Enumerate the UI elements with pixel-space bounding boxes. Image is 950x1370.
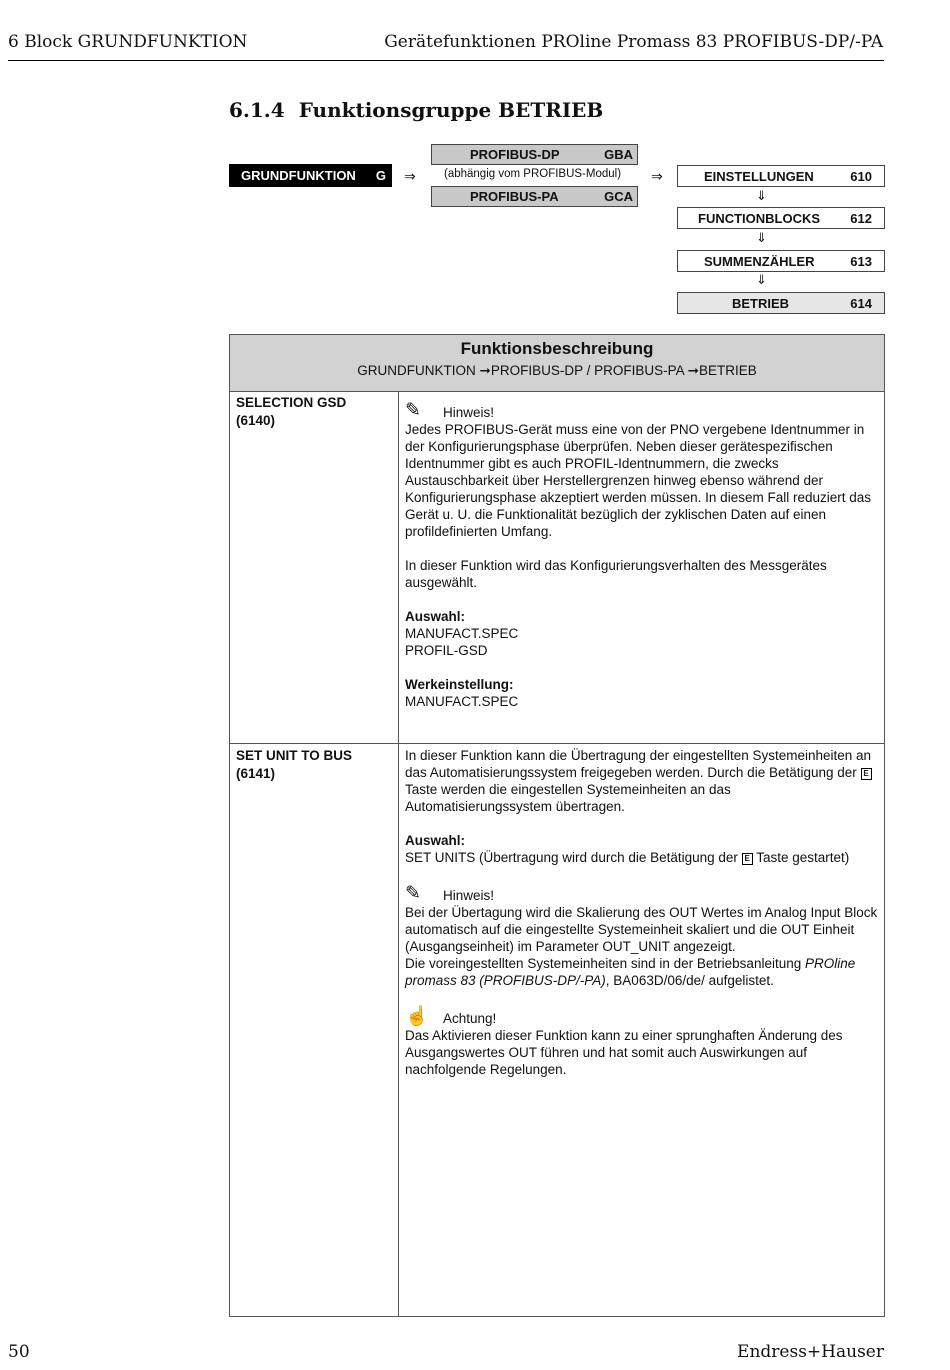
pointing-hand-icon: ☝ (405, 1006, 429, 1027)
e-key-icon: E (861, 768, 872, 780)
function-code: (6141) (236, 766, 276, 781)
nav-grundfunktion-label: GRUNDFUNKTION (241, 168, 356, 183)
nav-down-arrow: ⇓ (756, 272, 767, 287)
function-code: (6140) (236, 413, 276, 428)
section-title (229, 98, 603, 122)
reference-manual-title: PROline promass 83 (PROFIBUS-DP/-PA) (405, 956, 856, 988)
intro-text-b: Taste werden die eingestellen Systemeinheiten an das Automatisierungssystem übertragen. (405, 782, 731, 814)
option-text-a: SET UNITS (Übertragung wird durch die Betätigung der (405, 850, 738, 865)
note-label: Hinweis! (443, 888, 495, 903)
nav-group-code: 613 (850, 253, 872, 269)
function-table-title: Funktionsbeschreibung (460, 339, 654, 358)
caution-heading (405, 1003, 880, 1027)
note-heading (405, 397, 880, 421)
nav-group-summenzaehler (677, 250, 885, 272)
function-desc-set-unit-to-bus (405, 747, 880, 1078)
nav-grundfunktion-code: G (375, 168, 386, 183)
note-label: Hinweis! (443, 405, 495, 420)
header-divider (8, 60, 884, 61)
pencil-icon: ✎ (405, 400, 421, 421)
reference-text-b: , BA063D/06/de/ aufgelistet. (605, 973, 774, 988)
note-text: Bei der Übertagung wird die Skalierung des OUT Wertes im Analog Input Block automatisch auf die eingestellte Systemeinheit skaliert und die OUT Einheit (Ausgangseinheit) im Parameter OUT_UNIT angezeigt. (405, 905, 878, 954)
nav-group-label: BETRIEB (732, 295, 790, 311)
e-key-icon: E (742, 853, 753, 865)
option-item: MANUFACT.SPEC (405, 626, 519, 641)
pencil-icon: ✎ (405, 883, 421, 904)
nav-group-einstellungen (677, 165, 885, 187)
option-text-b: Taste gestartet) (756, 850, 850, 865)
function-desc-selection-gsd (405, 397, 880, 710)
function-name-set-unit-to-bus (236, 747, 352, 783)
nav-profibus-dp-code: GBA (604, 147, 633, 162)
path-grundfunktion: GRUNDFUNKTION (357, 363, 476, 378)
nav-down-arrow: ⇓ (756, 188, 767, 203)
brand-logo: Endress+Hauser (737, 1342, 884, 1362)
nav-module-note: (abhängig vom PROFIBUS-Modul) (444, 168, 622, 180)
caution-label: Achtung! (443, 1011, 497, 1026)
function-table (229, 334, 885, 1317)
nav-group-code: 614 (850, 295, 872, 311)
header-manual-title: Gerätefunktionen PROline Promass 83 PROFIBUS-DP/-PA (384, 32, 883, 52)
default-label: Werkeinstellung: (405, 677, 514, 692)
nav-group-label: EINSTELLUNGEN (704, 168, 814, 184)
auswahl-label: Auswahl: (405, 833, 466, 848)
nav-profibus-dp-box (431, 144, 638, 165)
path-profibus: PROFIBUS-DP / PROFIBUS-PA (490, 363, 684, 378)
table-row-divider (230, 743, 884, 744)
function-table-header (230, 335, 884, 392)
nav-arrow-2: ⇒ (651, 168, 663, 184)
note-text: Jedes PROFIBUS-Gerät muss eine von der PNO vergebene Identnummer in der Konfigurierungsphase überprüfen. Neben dieser gerätespezifischen Identnummer gibt es auch PROFIL-Identnummern, die zwecks Austauschbarkeit über Herstellergrenzen hinweg ebenso während der Konfigurierungsphase akzeptiert werden müssen. In diesem Fall reduziert das Gerät u. U. die Funktionalität bezüglich der zyklischen Daten auf einen profildefinierten Umfang. (405, 422, 871, 539)
nav-group-label: FUNCTIONBLOCKS (698, 210, 821, 226)
note-heading (405, 880, 880, 904)
path-arrow-icon: ➞ (479, 363, 491, 378)
caution-text: Das Aktivieren dieser Funktion kann zu einer sprunghaften Änderung des Ausgangswertes OUT führen und hat somit auch Auswirkungen auf nachfolgende Regelungen. (405, 1028, 843, 1077)
section-number: 6.1.4 (229, 98, 285, 122)
header-chapter: 6 Block GRUNDFUNKTION (8, 32, 248, 52)
nav-group-label: SUMMENZÄHLER (704, 253, 815, 269)
nav-group-functionblocks (677, 207, 885, 229)
nav-profibus-dp-label: PROFIBUS-DP (470, 147, 560, 162)
reference-text-a: Die voreingestellten Systemeinheiten sind in der Betriebsanleitung (405, 956, 802, 971)
nav-group-code: 612 (850, 210, 872, 226)
path-arrow-icon: ➞ (687, 363, 699, 378)
page-number: 50 (8, 1342, 30, 1362)
function-name: SET UNIT TO BUS (236, 748, 353, 763)
nav-profibus-pa-label: PROFIBUS-PA (470, 189, 559, 204)
section-title-text: Funktionsgruppe BETRIEB (298, 98, 604, 122)
function-name-selection-gsd (236, 394, 346, 430)
auswahl-label: Auswahl: (405, 609, 466, 624)
function-name: SELECTION GSD (236, 395, 347, 410)
function-intro (405, 747, 880, 815)
option-item (405, 849, 880, 866)
nav-grundfunktion-box (229, 164, 392, 187)
manual-reference (405, 955, 880, 989)
table-column-divider (398, 391, 399, 1316)
path-betrieb: BETRIEB (698, 363, 757, 378)
nav-group-betrieb (677, 292, 885, 314)
default-value: MANUFACT.SPEC (405, 694, 519, 709)
function-table-path (230, 363, 884, 379)
nav-profibus-pa-code: GCA (604, 189, 633, 204)
nav-group-code: 610 (850, 168, 872, 184)
nav-profibus-pa-box (431, 186, 638, 207)
nav-arrow-1: ⇒ (404, 168, 416, 184)
nav-down-arrow: ⇓ (756, 230, 767, 245)
option-item: PROFIL-GSD (405, 643, 488, 658)
function-intro: In dieser Funktion wird das Konfigurierungsverhalten des Messgerätes ausgewählt. (405, 558, 827, 590)
intro-text-a: In dieser Funktion kann die Übertragung der eingestellten Systemeinheiten an das Automatisierungssystem freigegeben werden. Durch die Betätigung der (405, 748, 872, 780)
